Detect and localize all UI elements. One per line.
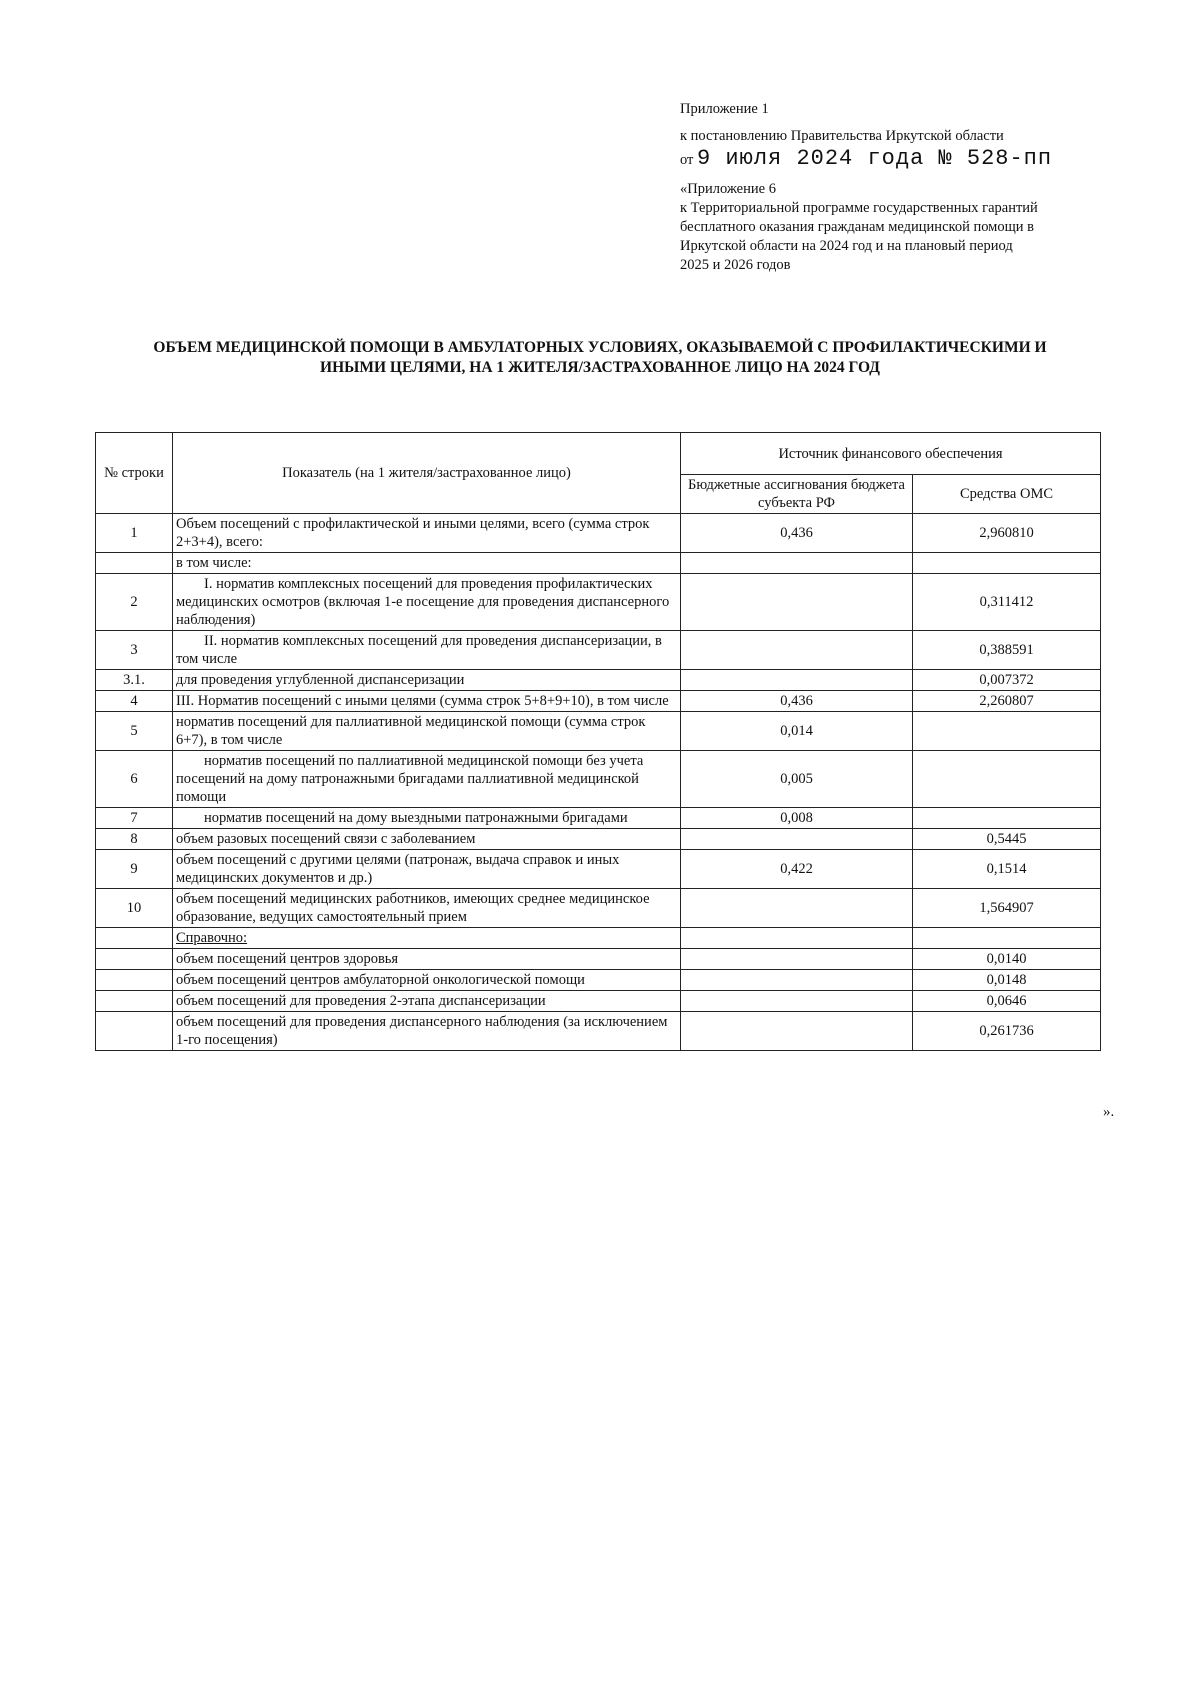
row-number: 5	[96, 712, 173, 751]
row-budget	[681, 991, 913, 1012]
table-row	[96, 574, 1101, 631]
closing-quote-mark: ».	[1103, 1104, 1115, 1120]
row-oms: 0,261736	[913, 1012, 1101, 1051]
header-funding-source: Источник финансового обеспечения	[681, 433, 1101, 475]
row-oms	[913, 553, 1101, 574]
row-budget	[681, 889, 913, 928]
row-number: 9	[96, 850, 173, 889]
table-row	[96, 514, 1101, 553]
row-number: 8	[96, 829, 173, 850]
title-line-1: ОБЪЕМ МЕДИЦИНСКОЙ ПОМОЩИ В АМБУЛАТОРНЫХ УСЛОВИЯХ, ОКАЗЫВАЕМОЙ С ПРОФИЛАКТИЧЕСКИМИ И	[153, 339, 1047, 356]
row-budget: 0,005	[681, 751, 913, 808]
row-number: 6	[96, 751, 173, 808]
table-row	[96, 970, 1101, 991]
row-indicator: объем посещений центров здоровья	[173, 949, 681, 970]
table-row	[96, 691, 1101, 712]
row-indicator: объем посещений для проведения диспансерного наблюдения (за исключением 1-го посещения)	[173, 1012, 681, 1051]
row-oms: 0,5445	[913, 829, 1101, 850]
program-line-1: к Территориальной программе государственных гарантий	[680, 200, 1038, 216]
row-budget: 0,008	[681, 808, 913, 829]
row-budget	[681, 1012, 913, 1051]
row-oms: 0,007372	[913, 670, 1101, 691]
reference-label: Справочно:	[173, 928, 681, 949]
row-budget	[681, 631, 913, 670]
row-budget: 0,014	[681, 712, 913, 751]
header-row-number: № строки	[96, 433, 173, 514]
row-budget: 0,436	[681, 514, 913, 553]
resolution-date	[680, 146, 1100, 172]
row-indicator: объем посещений центров амбулаторной онкологической помощи	[173, 970, 681, 991]
row-budget	[681, 553, 913, 574]
appendix-header	[680, 100, 1100, 275]
row-oms: 0,0148	[913, 970, 1101, 991]
row-indicator: норматив посещений для паллиативной медицинской помощи (сумма строк 6+7), в том числе	[173, 712, 681, 751]
header-indicator: Показатель (на 1 жителя/застрахованное лицо)	[173, 433, 681, 514]
table-row	[96, 889, 1101, 928]
row-budget	[681, 829, 913, 850]
row-budget	[681, 970, 913, 991]
row-number	[96, 1012, 173, 1051]
row-oms: 0,1514	[913, 850, 1101, 889]
row-indicator: норматив посещений на дому выездными патронажными бригадами	[173, 808, 681, 829]
row-indicator: I. норматив комплексных посещений для проведения профилактических медицинских осмотров (включая 1-е посещение для проведения диспансерного наблюдения)	[173, 574, 681, 631]
row-number	[96, 991, 173, 1012]
row-indicator: норматив посещений по паллиативной медицинской помощи без учета посещений на дому патронажными бригадами паллиативной медицинской помощи	[173, 751, 681, 808]
row-oms	[913, 928, 1101, 949]
table-row	[96, 808, 1101, 829]
row-oms: 1,564907	[913, 889, 1101, 928]
row-number: 10	[96, 889, 173, 928]
row-oms: 2,260807	[913, 691, 1101, 712]
row-number	[96, 553, 173, 574]
volume-table	[95, 432, 1101, 1051]
table-body	[96, 514, 1101, 1051]
row-budget: 0,422	[681, 850, 913, 889]
table-row	[96, 553, 1101, 574]
table-row	[96, 991, 1101, 1012]
row-indicator: в том числе:	[173, 553, 681, 574]
header-oms: Средства ОМС	[913, 475, 1101, 514]
row-budget	[681, 670, 913, 691]
row-oms: 0,388591	[913, 631, 1101, 670]
table-row	[96, 850, 1101, 889]
row-indicator: II. норматив комплексных посещений для проведения диспансеризации, в том числе	[173, 631, 681, 670]
row-indicator: для проведения углубленной диспансеризации	[173, 670, 681, 691]
row-indicator: III. Норматив посещений с иными целями (сумма строк 5+8+9+10), в том числе	[173, 691, 681, 712]
row-oms	[913, 751, 1101, 808]
row-number: 7	[96, 808, 173, 829]
row-number: 2	[96, 574, 173, 631]
table-row	[96, 631, 1101, 670]
row-number	[96, 949, 173, 970]
row-budget	[681, 574, 913, 631]
row-budget: 0,436	[681, 691, 913, 712]
title-line-2: ИНЫМИ ЦЕЛЯМИ, НА 1 ЖИТЕЛЯ/ЗАСТРАХОВАННОЕ ЛИЦО НА 2024 ГОД	[320, 359, 880, 376]
row-budget	[681, 949, 913, 970]
header-budget: Бюджетные ассигнования бюджета субъекта РФ	[681, 475, 913, 514]
table-row	[96, 829, 1101, 850]
row-budget	[681, 928, 913, 949]
row-indicator: объем посещений с другими целями (патронаж, выдача справок и иных медицинских документов и др.)	[173, 850, 681, 889]
program-line-2: бесплатного оказания гражданам медицинской помощи в	[680, 219, 1035, 235]
row-indicator: Объем посещений с профилактической и иными целями, всего (сумма строк 2+3+4), всего:	[173, 514, 681, 553]
date-value: 9 июля 2024 года № 528-пп	[697, 146, 1053, 171]
resolution-reference: к постановлению Правительства Иркутской области	[680, 128, 1004, 144]
row-oms	[913, 712, 1101, 751]
row-oms: 0,311412	[913, 574, 1101, 631]
sub-appendix-number: «Приложение 6	[680, 181, 776, 197]
row-indicator: объем разовых посещений связи с заболеванием	[173, 829, 681, 850]
row-oms	[913, 808, 1101, 829]
row-number: 4	[96, 691, 173, 712]
row-number	[96, 970, 173, 991]
program-line-3: Иркутской области на 2024 год и на плановый период	[680, 238, 1013, 254]
table-row	[96, 670, 1101, 691]
table-row	[96, 928, 1101, 949]
row-number: 3.1.	[96, 670, 173, 691]
appendix-number: Приложение 1	[680, 101, 769, 117]
row-number: 3	[96, 631, 173, 670]
row-oms: 0,0646	[913, 991, 1101, 1012]
row-indicator: объем посещений для проведения 2-этапа диспансеризации	[173, 991, 681, 1012]
table-row	[96, 949, 1101, 970]
row-number: 1	[96, 514, 173, 553]
table-row	[96, 712, 1101, 751]
table-row	[96, 1012, 1101, 1051]
date-prefix: от	[680, 152, 694, 168]
row-oms: 0,0140	[913, 949, 1101, 970]
program-line-4: 2025 и 2026 годов	[680, 257, 791, 273]
row-number	[96, 928, 173, 949]
row-indicator: объем посещений медицинских работников, имеющих среднее медицинское образование, ведущих самостоятельный прием	[173, 889, 681, 928]
table-row	[96, 751, 1101, 808]
document-title	[80, 338, 1120, 378]
row-oms: 2,960810	[913, 514, 1101, 553]
